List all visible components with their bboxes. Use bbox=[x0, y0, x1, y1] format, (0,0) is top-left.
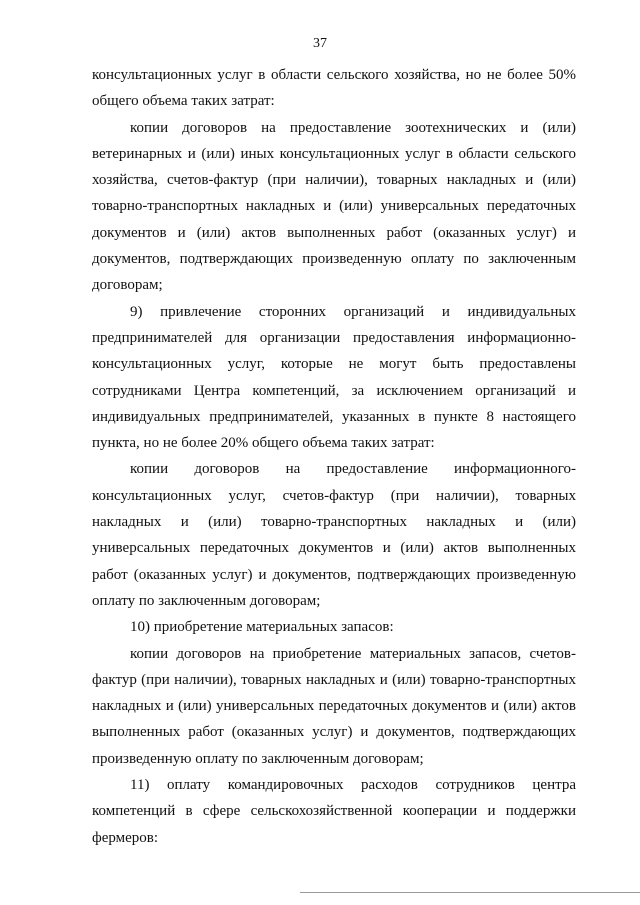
paragraph-copies-materials: копии договоров на приобретение материальных запасов, счетов-фактур (при наличии), товарных накладных и (или) товарно-транспортных накладных и (или) универсальных передаточных документов и (или) актов выполненных работ (оказанных услуг) и документов, подтверждающих произведенную оплату по заключенным договорам; bbox=[92, 645, 576, 767]
document-body bbox=[92, 62, 576, 851]
bottom-rule bbox=[300, 892, 640, 893]
page-number: 37 bbox=[313, 36, 327, 51]
paragraph-item-10: 10) приобретение материальных запасов: bbox=[130, 619, 394, 636]
paragraph-item-11: 11) оплату командировочных расходов сотрудников центра компетенций в сфере сельскохозяйственной кооперации и поддержки фермеров: bbox=[92, 777, 576, 846]
paragraph-item-9: 9) привлечение сторонних организаций и индивидуальных предпринимателей для организации предоставления информационно-консультационных услуг, которые не могут быть предоставлены сотрудниками Центра компетенций, за исключением организаций и индивидуальных предпринимателей, указанных в пункте 8 настоящего пункта, но не более 20% общего объема таких затрат: bbox=[92, 303, 576, 452]
paragraph-continuation: консультационных услуг в области сельского хозяйства, но не более 50% общего объема таких затрат: bbox=[92, 67, 576, 110]
paragraph-copies-zootechnical: копии договоров на предоставление зоотехнических и (или) ветеринарных и (или) иных консультационных услуг в области сельского хозяйства, счетов-фактур (при наличии), товарных накладных и (или) товарно-транспортных накладных и (или) универсальных передаточных документов и (или) актов выполненных работ (оказанных услуг) и документов, подтверждающих произведенную оплату по заключенным договорам; bbox=[92, 119, 576, 294]
paragraph-copies-information: копии договоров на предоставление информационного-консультационных услуг, счетов-фактур (при наличии), товарных накладных и (или) товарно-транспортных накладных и (или) универсальных передаточных документов и (или) актов выполненных работ (оказанных услуг) и документов, подтверждающих произведенную оплату по заключенным договорам; bbox=[92, 461, 576, 609]
